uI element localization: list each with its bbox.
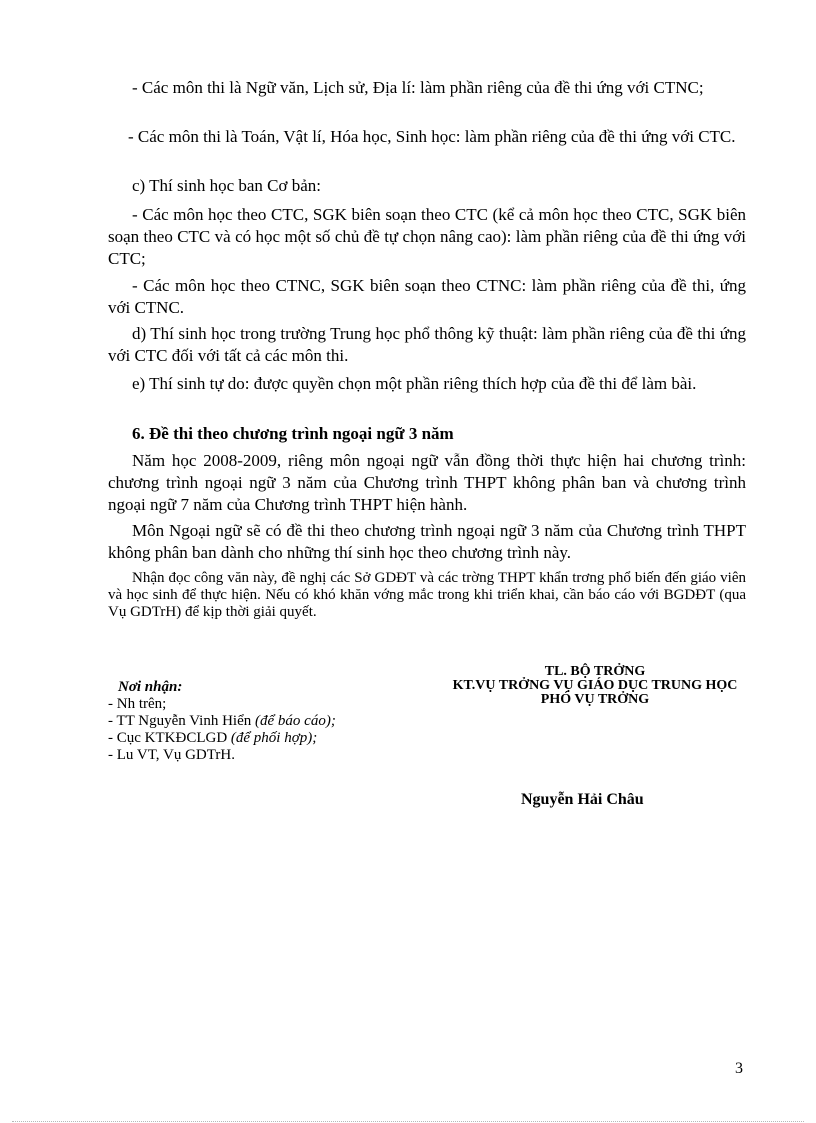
- page-number: 3: [735, 1060, 743, 1077]
- signature-line-3: PHÓ VỤ TRỞNG: [540, 692, 650, 707]
- recipient-item: - Nh trên;: [108, 696, 167, 712]
- paragraph-foreign-language-programs: Năm học 2008-2009, riêng môn ngoại ngữ vẫn đồng thời thực hiện hai chương trình: chương trình ngoại ngữ 3 năm của Chương trình THPT không phân ban và chương trình ngoại ngữ 7 năm của Chương trình THPT hiện hành.: [108, 451, 746, 514]
- signer-name: Nguyễn Hải Châu: [521, 791, 644, 808]
- paragraph-technical-school: d) Thí sinh học trong trường Trung học phổ thông kỹ thuật: làm phần riêng của đề thi ứng với CTC đối với tất cả các môn thi.: [108, 324, 746, 365]
- section-heading-6: 6. Đề thi theo chương trình ngoại ngữ 3 năm: [132, 424, 454, 443]
- recipient-item: - Cục KTKĐCLGD (để phối hợp);: [108, 730, 318, 746]
- recipients-title: Nơi nhận:: [118, 679, 183, 695]
- paragraph-free-candidates: e) Thí sinh tự do: được quyền chọn một phần riêng thích hợp của đề thi để làm bài.: [132, 374, 697, 393]
- paragraph-ctc-subjects: - Các môn thi là Toán, Vật lí, Hóa học, Sinh học: làm phần riêng của đề thi ứng với CTC.: [128, 127, 736, 146]
- recipient-item: - TT Nguyễn Vinh Hiển (để báo cáo);: [108, 713, 336, 729]
- paragraph-ctnc-textbooks: - Các môn học theo CTNC, SGK biên soạn theo CTNC: làm phần riêng của đề thi, ứng với CTNC.: [108, 276, 746, 317]
- paragraph-foreign-language-exam: Môn Ngoại ngữ sẽ có đề thi theo chương trình ngoại ngữ 3 năm của Chương trình THPT không phân ban dành cho những thí sinh học theo chương trình này.: [108, 521, 746, 562]
- paragraph-request: Nhận đọc công văn này, đề nghị các Sở GDĐT và các trờng THPT khẩn trơng phổ biến đến giáo viên và học sinh để thực hiện. Nếu có khó khăn vớng mắc trong khi triển khai, cần báo cáo với BGDĐT (qua Vụ GDTrH) để kịp thời giải quyết.: [108, 570, 746, 620]
- paragraph-ctc-textbooks: - Các môn học theo CTC, SGK biên soạn theo CTC (kể cả môn học theo CTC, SGK biên soạn theo CTC và có học một số chủ đề tự chọn nâng cao): làm phần riêng của đề thi ứng với CTC;: [108, 205, 746, 268]
- signature-line-1: TL. BỘ TRỞNG: [544, 664, 646, 679]
- page-bottom-divider: [12, 1121, 804, 1122]
- recipients-block: [108, 679, 336, 764]
- signature-line-2: KT.VỤ TRỞNG VỤ GIÁO DỤC TRUNG HỌC: [452, 678, 738, 693]
- signature-block: [400, 665, 790, 707]
- paragraph-basic-track: c) Thí sinh học ban Cơ bản:: [132, 176, 322, 195]
- paragraph-ctnc-subjects: - Các môn thi là Ngữ văn, Lịch sử, Địa lí: làm phần riêng của đề thi ứng với CTNC;: [132, 78, 704, 97]
- recipient-item: - Lu VT, Vụ GDTrH.: [108, 747, 235, 763]
